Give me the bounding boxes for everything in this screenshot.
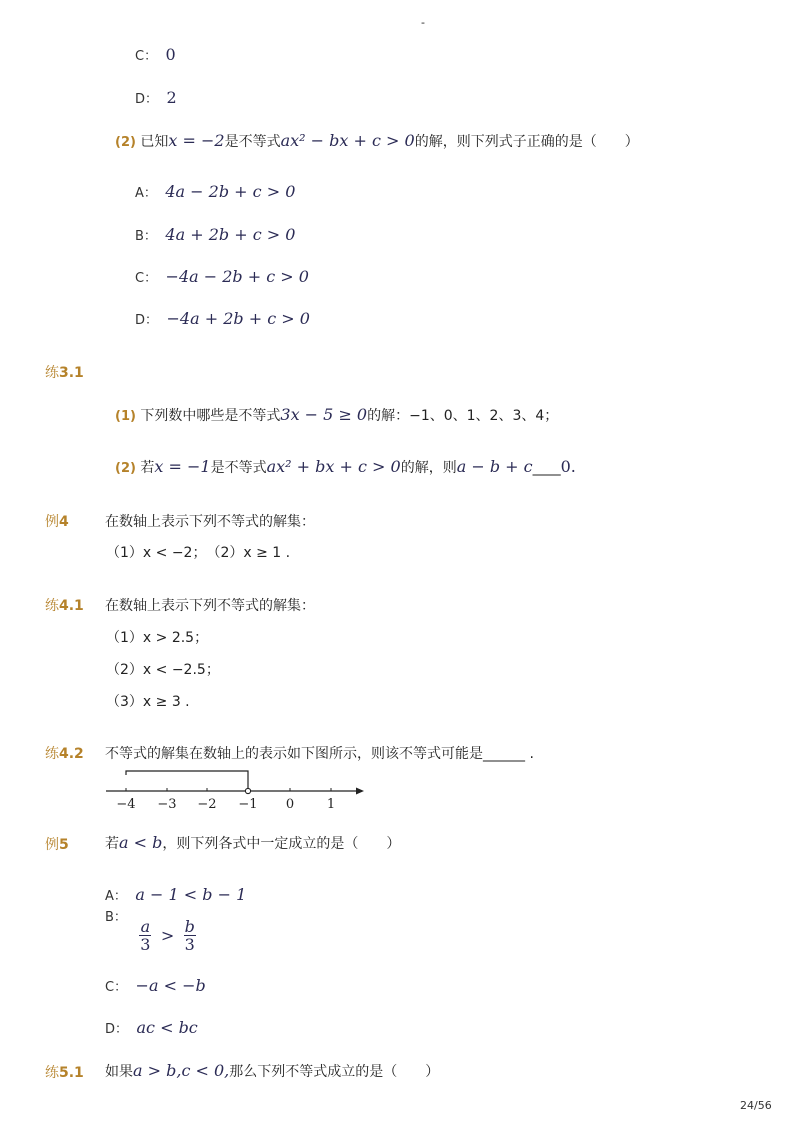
question-text: 如果 [105,1064,133,1080]
option-expr: −a < −b [135,976,206,995]
fraction-denominator: 3 [184,935,195,954]
axis-arrow [356,788,364,795]
exercise-5-1-label [45,1062,84,1082]
option-expr: −4a + 2b + c > 0 [166,309,310,328]
label-prefix: 练 [45,598,59,614]
option-sep: ： [113,910,127,925]
exercise-4-1-item: （2）x < −2.5； [106,662,220,678]
exercise-4-1-label [45,595,84,615]
eg5-option-d [105,1018,198,1037]
option-sep: ： [114,980,128,995]
question-text: 的解：−1、0、1、2、3、4； [367,408,559,424]
label-number: 4 [59,514,69,530]
label-number: 5.1 [59,1065,84,1081]
q2-option-a [135,182,295,201]
question-text: 是不等式 [224,134,281,150]
example-4-label [45,511,69,531]
fraction [139,918,151,953]
option-expr: 4a − 2b + c > 0 [165,182,296,201]
tick-label: −3 [157,797,177,812]
tick-label: −1 [238,797,258,812]
math-expr: 3x − 5 ≥ 0 [280,405,368,424]
fraction-numerator: a [140,917,151,936]
option-letter: B [135,229,144,244]
option-letter: D [105,1022,116,1037]
label-number: 3.1 [59,365,84,381]
math-expr: 0. [560,457,576,476]
label-prefix: 练 [45,1065,59,1081]
option-sep: ： [115,1022,129,1037]
exercise-4-1-item: （1）x > 2.5； [106,630,209,646]
math-expr: a < b [119,833,163,852]
math-expr: a > b,c < 0, [133,1061,230,1080]
option-letter: D [135,92,146,107]
question-number: (2) [115,135,136,150]
open-circle [245,788,250,793]
option-sep: ： [113,889,127,904]
exercise-4-1-item: （3）x ≥ 3 . [106,694,190,710]
question-text: 若 [140,460,155,476]
prev-option-d [135,88,177,107]
exercise-3-1-part-2 [115,457,576,477]
question-2 [115,131,639,151]
eg5-option-a [105,885,246,904]
page-number: 24/56 [740,1099,772,1112]
question-text: 下列数中哪些是不等式 [140,408,281,424]
exercise-5-1-question [105,1061,439,1081]
question-number: (1) [115,409,136,424]
option-expr: 4a + 2b + c > 0 [165,225,296,244]
option-letter: C [135,271,145,286]
question-text: ，则下列各式中一定成立的是（ ） [162,836,401,852]
q2-option-d [135,309,310,328]
option-expr: 0 [165,45,176,64]
number-line-diagram [100,762,375,812]
option-sep: ： [143,186,157,201]
question-text: 的解，则 [400,460,457,476]
option-letter: C [105,980,115,995]
example-4-items: （1）x < −2； （2）x ≥ 1 . [106,545,291,561]
question-text: 是不等式 [210,460,267,476]
question-number: (2) [115,461,136,476]
math-expr: ax² − bx + c > 0 [280,131,415,150]
example-5-label [45,834,69,854]
math-expr: x = −2 [168,131,225,150]
math-expr: x = −1 [154,457,211,476]
label-number: 4.2 [59,746,84,762]
label-prefix: 例 [45,837,59,853]
solution-bracket [126,771,248,789]
option-expr: ac < bc [136,1018,198,1037]
tick-label: 0 [285,797,295,812]
exercise-4-1-text: 在数轴上表示下列不等式的解集： [105,598,315,614]
option-letter: C [135,49,145,64]
exercise-3-1-part-1 [115,405,558,425]
relation-symbol: > [160,926,175,945]
math-expr: a − b + c [456,457,533,476]
question-text: 的解，则下列式子正确的是（ ） [414,134,639,150]
label-prefix: 练 [45,746,59,762]
example-5-question [105,833,400,853]
label-number: 4.1 [59,598,84,614]
option-sep: ： [145,92,159,107]
option-expr: a − 1 < b − 1 [135,885,247,904]
option-expr: 2 [166,88,177,107]
eg5-option-b [105,910,196,954]
exercise-3-1-label [45,362,84,382]
eg5-option-c [105,976,206,995]
option-expr: −4a − 2b + c > 0 [165,267,309,286]
exercise-4-2-label [45,743,84,763]
fraction [184,918,196,953]
question-text: 已知 [140,134,169,150]
option-letter: B [105,910,114,925]
option-sep: ： [144,49,158,64]
question-text: 那么下列不等式成立的是（ ） [229,1064,440,1080]
option-letter: A [135,186,144,201]
label-number: 5 [59,837,69,853]
option-sep: ： [144,271,158,286]
option-letter: A [105,889,114,904]
fraction-denominator: 3 [140,935,151,954]
label-prefix: 例 [45,514,59,530]
prev-option-c [135,45,176,64]
math-expr: ax² + bx + c > 0 [266,457,401,476]
label-prefix: 练 [45,365,59,381]
top-mark: - [421,16,425,29]
fraction-numerator: b [184,917,195,936]
tick-label: −2 [197,797,217,812]
answer-blank: ____ [532,460,561,476]
q2-option-c [135,267,309,286]
tick-label: 1 [326,797,336,812]
exercise-4-2-text: 不等式的解集在数轴上的表示如下图所示，则该不等式可能是______ . [105,746,534,762]
tick-label: −4 [116,797,136,812]
q2-option-b [135,225,295,244]
question-text: 若 [105,836,119,852]
option-letter: D [135,313,146,328]
example-4-text: 在数轴上表示下列不等式的解集： [105,514,315,530]
option-sep: ： [143,229,157,244]
option-sep: ： [145,313,159,328]
